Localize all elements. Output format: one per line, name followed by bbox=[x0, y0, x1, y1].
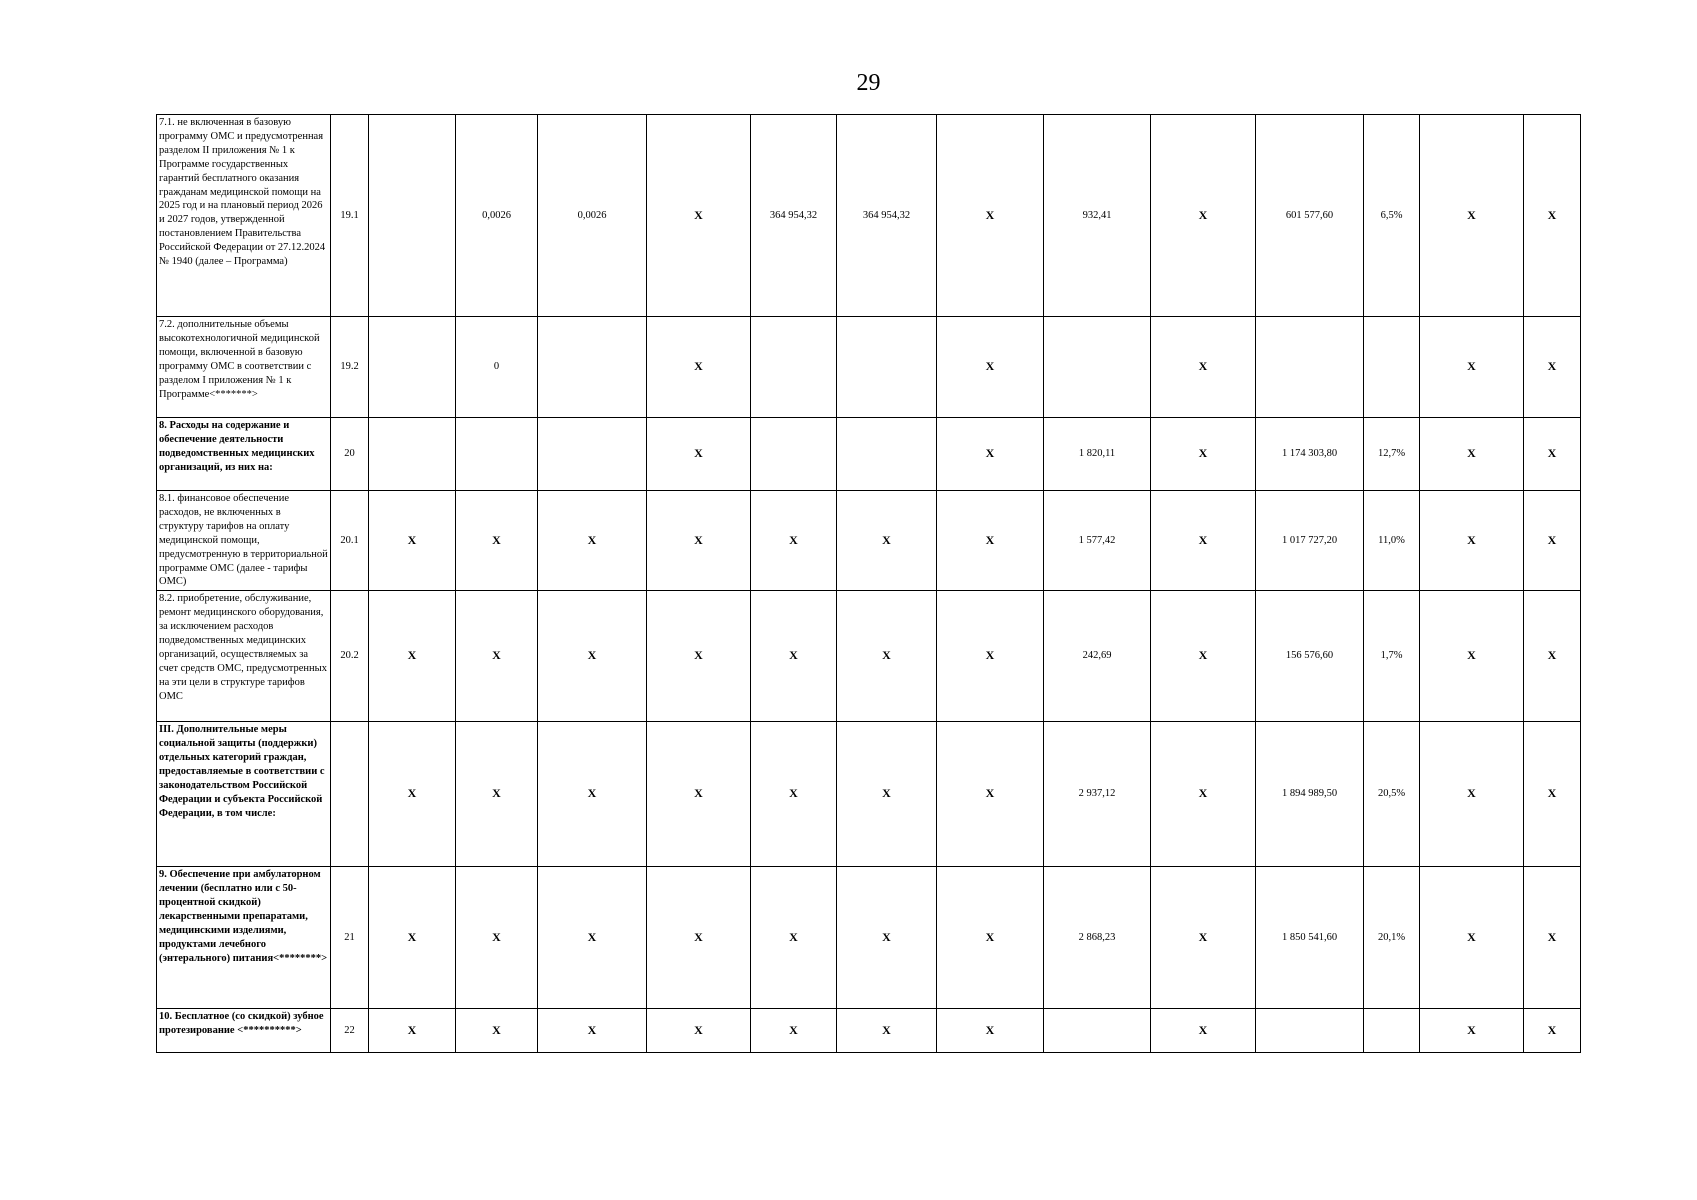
value-cell: 6,5% bbox=[1364, 115, 1420, 317]
value-cell: X bbox=[937, 418, 1044, 491]
value-cell: X bbox=[937, 1009, 1044, 1053]
value-cell: 1 577,42 bbox=[1044, 491, 1151, 591]
financing-table bbox=[156, 114, 1581, 1053]
value-cell bbox=[369, 418, 456, 491]
value-cell: 1 850 541,60 bbox=[1256, 867, 1364, 1009]
value-cell: 20,1% bbox=[1364, 867, 1420, 1009]
value-cell: X bbox=[1524, 591, 1581, 722]
value-cell: X bbox=[538, 1009, 647, 1053]
table-row bbox=[157, 491, 1581, 591]
value-cell: X bbox=[1524, 722, 1581, 867]
value-cell: X bbox=[751, 1009, 837, 1053]
value-cell bbox=[1364, 1009, 1420, 1053]
row-number-cell: 19.1 bbox=[331, 115, 369, 317]
value-cell: X bbox=[456, 491, 538, 591]
page-number: 29 bbox=[856, 70, 881, 96]
value-cell: X bbox=[1420, 115, 1524, 317]
value-cell bbox=[751, 317, 837, 418]
value-cell: 364 954,32 bbox=[837, 115, 937, 317]
value-cell: X bbox=[456, 1009, 538, 1053]
value-cell: X bbox=[1524, 867, 1581, 1009]
value-cell: X bbox=[837, 722, 937, 867]
value-cell: 1 894 989,50 bbox=[1256, 722, 1364, 867]
value-cell bbox=[1256, 317, 1364, 418]
value-cell: 601 577,60 bbox=[1256, 115, 1364, 317]
value-cell: X bbox=[456, 867, 538, 1009]
value-cell: X bbox=[937, 491, 1044, 591]
value-cell bbox=[1256, 1009, 1364, 1053]
value-cell: X bbox=[1151, 317, 1256, 418]
value-cell: X bbox=[456, 591, 538, 722]
value-cell: X bbox=[937, 317, 1044, 418]
value-cell bbox=[456, 418, 538, 491]
table-row bbox=[157, 867, 1581, 1009]
value-cell: X bbox=[647, 1009, 751, 1053]
row-number-cell: 22 bbox=[331, 1009, 369, 1053]
value-cell: 2 868,23 bbox=[1044, 867, 1151, 1009]
value-cell: 156 576,60 bbox=[1256, 591, 1364, 722]
value-cell: X bbox=[937, 115, 1044, 317]
value-cell: 1 174 303,80 bbox=[1256, 418, 1364, 491]
value-cell: X bbox=[751, 491, 837, 591]
value-cell bbox=[1044, 317, 1151, 418]
value-cell: X bbox=[369, 491, 456, 591]
value-cell: X bbox=[1151, 722, 1256, 867]
value-cell bbox=[837, 317, 937, 418]
value-cell: X bbox=[1420, 591, 1524, 722]
value-cell: X bbox=[538, 591, 647, 722]
value-cell: 0,0026 bbox=[456, 115, 538, 317]
row-name-cell: 9. Обеспечение при амбулаторном лечении (бесплатно или с 50-процентной скидкой) лекарственными препаратами, медицинскими изделиями, продуктами лечебного (энтерального) питания<********> bbox=[157, 867, 331, 1009]
value-cell: X bbox=[1151, 491, 1256, 591]
value-cell bbox=[837, 418, 937, 491]
value-cell: X bbox=[1420, 722, 1524, 867]
value-cell: 0 bbox=[456, 317, 538, 418]
value-cell bbox=[538, 418, 647, 491]
value-cell: X bbox=[837, 591, 937, 722]
value-cell: X bbox=[647, 491, 751, 591]
value-cell: X bbox=[751, 722, 837, 867]
row-number-cell: 20.2 bbox=[331, 591, 369, 722]
row-name-cell: 8. Расходы на содержание и обеспечение деятельности подведомственных медицинских организаций, из них на: bbox=[157, 418, 331, 491]
row-name-cell: 8.1. финансовое обеспечение расходов, не включенных в структуру тарифов на оплату медицинской помощи, предусмотренную в территориальной программе ОМС (далее - тарифы ОМС) bbox=[157, 491, 331, 591]
value-cell: 1,7% bbox=[1364, 591, 1420, 722]
value-cell: X bbox=[647, 317, 751, 418]
value-cell bbox=[538, 317, 647, 418]
value-cell: X bbox=[1420, 418, 1524, 491]
value-cell: 20,5% bbox=[1364, 722, 1420, 867]
value-cell: X bbox=[937, 867, 1044, 1009]
value-cell: X bbox=[647, 115, 751, 317]
table-row bbox=[157, 722, 1581, 867]
value-cell: X bbox=[647, 722, 751, 867]
table-row bbox=[157, 418, 1581, 491]
value-cell: X bbox=[1524, 317, 1581, 418]
row-number-cell: 19.2 bbox=[331, 317, 369, 418]
value-cell bbox=[369, 317, 456, 418]
value-cell: X bbox=[647, 867, 751, 1009]
value-cell: X bbox=[369, 1009, 456, 1053]
value-cell: X bbox=[837, 867, 937, 1009]
value-cell: X bbox=[751, 591, 837, 722]
value-cell: 242,69 bbox=[1044, 591, 1151, 722]
row-name-cell: III. Дополнительные меры социальной защиты (поддержки) отдельных категорий граждан, предоставляемые в соответствии с законодательством Российской Федерации и субъекта Российской Федерации, в том числе: bbox=[157, 722, 331, 867]
value-cell bbox=[1364, 317, 1420, 418]
value-cell: X bbox=[1151, 418, 1256, 491]
value-cell: X bbox=[837, 1009, 937, 1053]
table-body bbox=[157, 115, 1581, 1053]
value-cell: X bbox=[937, 722, 1044, 867]
value-cell: X bbox=[647, 418, 751, 491]
row-number-cell: 20 bbox=[331, 418, 369, 491]
value-cell: X bbox=[456, 722, 538, 867]
value-cell: X bbox=[1524, 1009, 1581, 1053]
value-cell: 12,7% bbox=[1364, 418, 1420, 491]
table-row bbox=[157, 1009, 1581, 1053]
value-cell: X bbox=[1524, 418, 1581, 491]
value-cell bbox=[751, 418, 837, 491]
value-cell: 0,0026 bbox=[538, 115, 647, 317]
value-cell: 932,41 bbox=[1044, 115, 1151, 317]
value-cell: X bbox=[1420, 1009, 1524, 1053]
row-name-cell: 8.2. приобретение, обслуживание, ремонт медицинского оборудования, за исключением расходов подведомственных медицинских организаций, осуществляемых за счет средств ОМС, предусмотренных на эти цели в структуре тарифов ОМС bbox=[157, 591, 331, 722]
value-cell: X bbox=[1420, 317, 1524, 418]
value-cell: X bbox=[369, 722, 456, 867]
value-cell: X bbox=[538, 491, 647, 591]
row-number-cell: 21 bbox=[331, 867, 369, 1009]
value-cell: X bbox=[1524, 115, 1581, 317]
value-cell: X bbox=[647, 591, 751, 722]
table-row bbox=[157, 591, 1581, 722]
value-cell: X bbox=[837, 491, 937, 591]
row-name-cell: 10. Бесплатное (со скидкой) зубное протезирование <**********> bbox=[157, 1009, 331, 1053]
table-row bbox=[157, 115, 1581, 317]
value-cell: X bbox=[369, 591, 456, 722]
value-cell: X bbox=[937, 591, 1044, 722]
value-cell: 1 820,11 bbox=[1044, 418, 1151, 491]
value-cell bbox=[1044, 1009, 1151, 1053]
row-name-cell: 7.1. не включенная в базовую программу ОМС и предусмотренная разделом II приложения № 1 к Программе государственных гарантий бесплатного оказания гражданам медицинской помощи на 2025 год и на плановый период 2026 и 2027 годов, утвержденной постановлением Правительства Российской Федерации от 27.12.2024 № 1940 (далее – Программа) bbox=[157, 115, 331, 317]
value-cell: X bbox=[1151, 1009, 1256, 1053]
value-cell: X bbox=[369, 867, 456, 1009]
value-cell: X bbox=[1420, 491, 1524, 591]
value-cell: X bbox=[1151, 867, 1256, 1009]
value-cell: X bbox=[538, 867, 647, 1009]
row-name-cell: 7.2. дополнительные объемы высокотехнологичной медицинской помощи, включенной в базовую программу ОМС в соответствии с разделом I приложения № 1 к Программе<*******> bbox=[157, 317, 331, 418]
value-cell: X bbox=[1524, 491, 1581, 591]
row-number-cell: 20.1 bbox=[331, 491, 369, 591]
table-row bbox=[157, 317, 1581, 418]
value-cell: X bbox=[1151, 115, 1256, 317]
value-cell: X bbox=[751, 867, 837, 1009]
value-cell: X bbox=[1151, 591, 1256, 722]
value-cell: 364 954,32 bbox=[751, 115, 837, 317]
value-cell: 2 937,12 bbox=[1044, 722, 1151, 867]
value-cell: X bbox=[538, 722, 647, 867]
row-number-cell bbox=[331, 722, 369, 867]
value-cell: 11,0% bbox=[1364, 491, 1420, 591]
value-cell bbox=[369, 115, 456, 317]
value-cell: X bbox=[1420, 867, 1524, 1009]
value-cell: 1 017 727,20 bbox=[1256, 491, 1364, 591]
